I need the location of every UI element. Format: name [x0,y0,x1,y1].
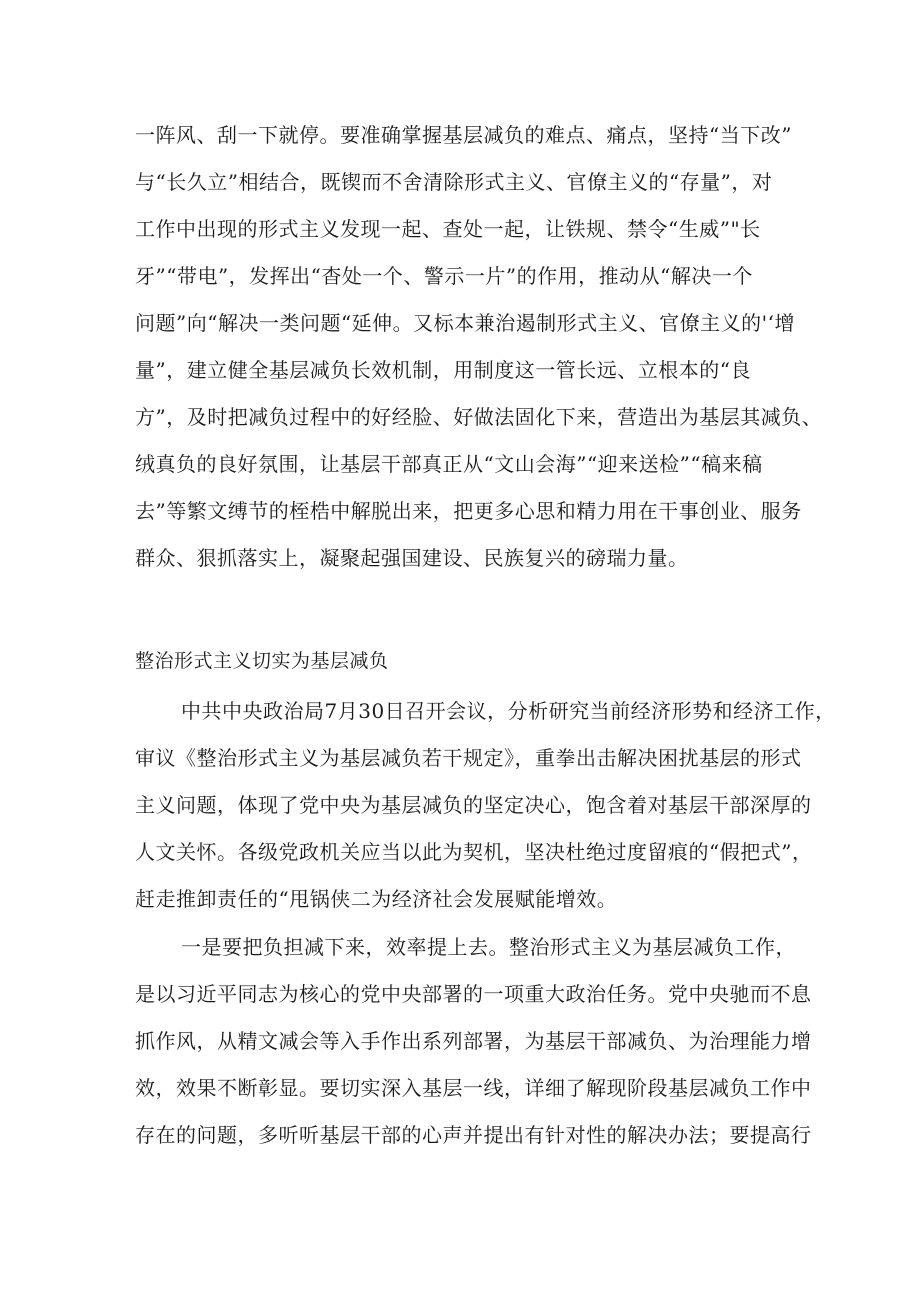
intro-line-1: 一阵风、刮一下就停。要准确掌握基层减负的难点、痛点，坚持“当下改” [135,123,792,147]
paragraph2-line-2: 是以习近平同志为核心的党中央部署的一项重大政治任务。党中央驰而不息 [135,982,812,1006]
intro-line-8: 绒真负的良好氛围，让基层干部真正从“文山会海”“迎来送检”“稿来稿 [135,452,763,476]
intro-line-10: 群众、狠抓落实上，凝聚起强国建设、民族复兴的磅瑞力量。 [135,546,689,570]
intro-line-4: 牙”“带电”，发挥出“杳处一个、警示一片”的作用，推动从“解决一个 [135,264,753,288]
paragraph2-line-3: 抓作风，从精文减会等入手作出系列部署，为基层干部减负、为治理能力增 [135,1029,812,1053]
paragraph1-line-2: 审议《整治形式主义为基层减负若干规定》，重拳出击解决困扰基层的形式 [135,746,802,770]
paragraph1-line-5: 赶走推卸责任的“甩锅侠二为经济社会发展赋能增效。 [135,887,618,911]
intro-line-5: 问题”向“解决一类问题“延伸。又标本兼治遏制形式主义、官僚主义的'‘增 [135,311,796,335]
paragraph1-line-4: 人文关怀。各级党政机关应当以此为契机，坚决杜绝过度留痕的“假把式”， [135,840,813,864]
intro-line-9: 去”等繁文缚节的桎梏中解脱出来，把更多心思和精力用在干事创业、服务 [135,499,802,523]
paragraph2-line-4: 效，效果不断彰显。要切实深入基层一线，详细了解现阶段基层减负工作中 [135,1076,812,1100]
section-heading: 整治形式主义切实为基层减负 [135,650,389,672]
paragraph1-line-1: 中共中央政治局7月30日召开会议，分析研究当前经济形势和经济工作， [181,699,836,723]
intro-line-6: 量”，建立健全基层减负长效机制，用制度这一管长远、立根本的“良 [135,358,751,382]
paragraph2-line-1: 一是要把负担减下来，效率提上去。整治形式主义为基层减负工作， [181,935,796,959]
paragraph1-line-3: 主义问题，体现了党中央为基层减负的坚定决心，饱含着对基层干部深厚的 [135,793,812,817]
intro-line-3: 工作中出现的形式主义发现一起、查处一起，让铁规、禁令“生威”"长 [135,217,761,241]
intro-line-7: 方”，及时把减负过程中的好经脸、好做法固化下来，营造出为基层其减负、 [135,405,823,429]
paragraph2-line-5: 存在的问题，多听听基层干部的心声并提出有针对性的解决办法；要提高行 [135,1123,812,1147]
intro-line-2: 与“长久立”相结合，既锲而不舍清除形式主义、官僚主义的“存量”，对 [135,170,773,194]
